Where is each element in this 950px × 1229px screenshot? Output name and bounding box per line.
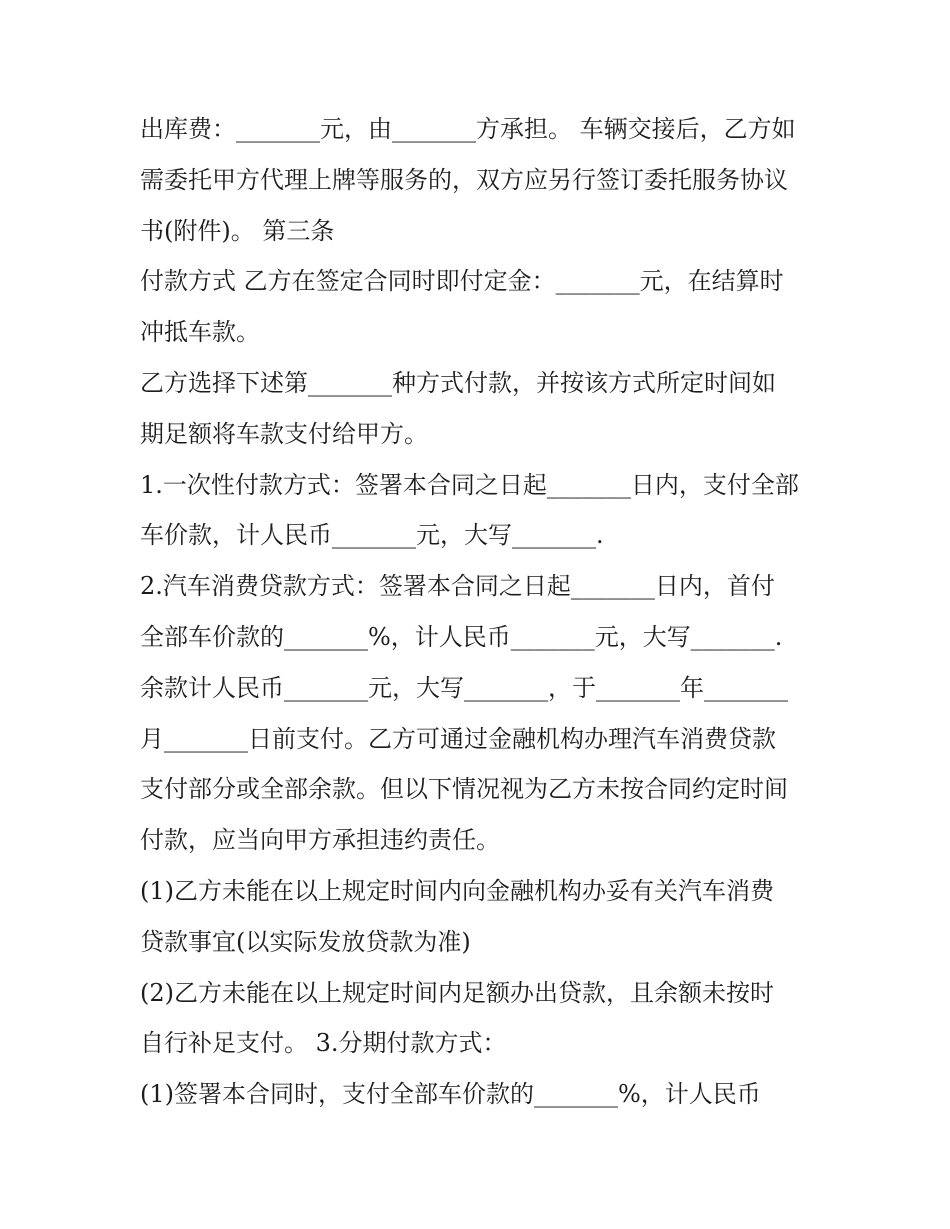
text-line: 付款，应当向甲方承担违约责任。 (140, 826, 500, 855)
text-line: 余款计人民币_______元，大写_______，于_______年_______ (140, 673, 788, 702)
text-line: 车价款，计人民币_______元，大写_______. (140, 521, 604, 550)
text-line: 1.一次性付款方式：签署本合同之日起_______日内，支付全部 (140, 470, 799, 499)
text-line: 冲抵车款。 (140, 318, 260, 347)
text-line: (2)乙方未能在以上规定时间内足额办出贷款，且余额未按时 (140, 978, 774, 1007)
text-line: 自行补足支付。 3.分期付款方式： (140, 1029, 507, 1058)
text-line: (1)乙方未能在以上规定时间内向金融机构办妥有关汽车消费 (140, 876, 774, 905)
text-line: 2.汽车消费贷款方式：签署本合同之日起_______日内，首付 (140, 572, 775, 601)
text-line: 贷款事宜(以实际发放贷款为准) (140, 927, 471, 956)
contract-body (140, 104, 820, 1120)
text-line: 出库费：_______元，由_______方承担。 车辆交接后，乙方如 (140, 115, 796, 143)
text-line: 全部车价款的_______%，计人民币_______元，大写_______. (140, 622, 783, 651)
text-line: 书(附件)。 第三条 (140, 216, 335, 245)
text-line: 需委托甲方代理上牌等服务的，双方应另行签订委托服务协议 (140, 165, 788, 194)
text-line: (1)签署本合同时，支付全部车价款的_______%，计人民币 (140, 1080, 761, 1109)
text-line: 付款方式 乙方在签定合同时即付定金：_______元，在结算时 (140, 267, 784, 296)
text-line: 支付部分或全部余款。但以下情况视为乙方未按合同约定时间 (140, 775, 788, 804)
text-line: 期足额将车款支付给甲方。 (140, 419, 428, 448)
text-line: 月_______日前支付。乙方可通过金融机构办理汽车消费贷款 (140, 724, 776, 753)
text-line: 乙方选择下述第_______种方式付款，并按该方式所定时间如 (140, 368, 776, 397)
